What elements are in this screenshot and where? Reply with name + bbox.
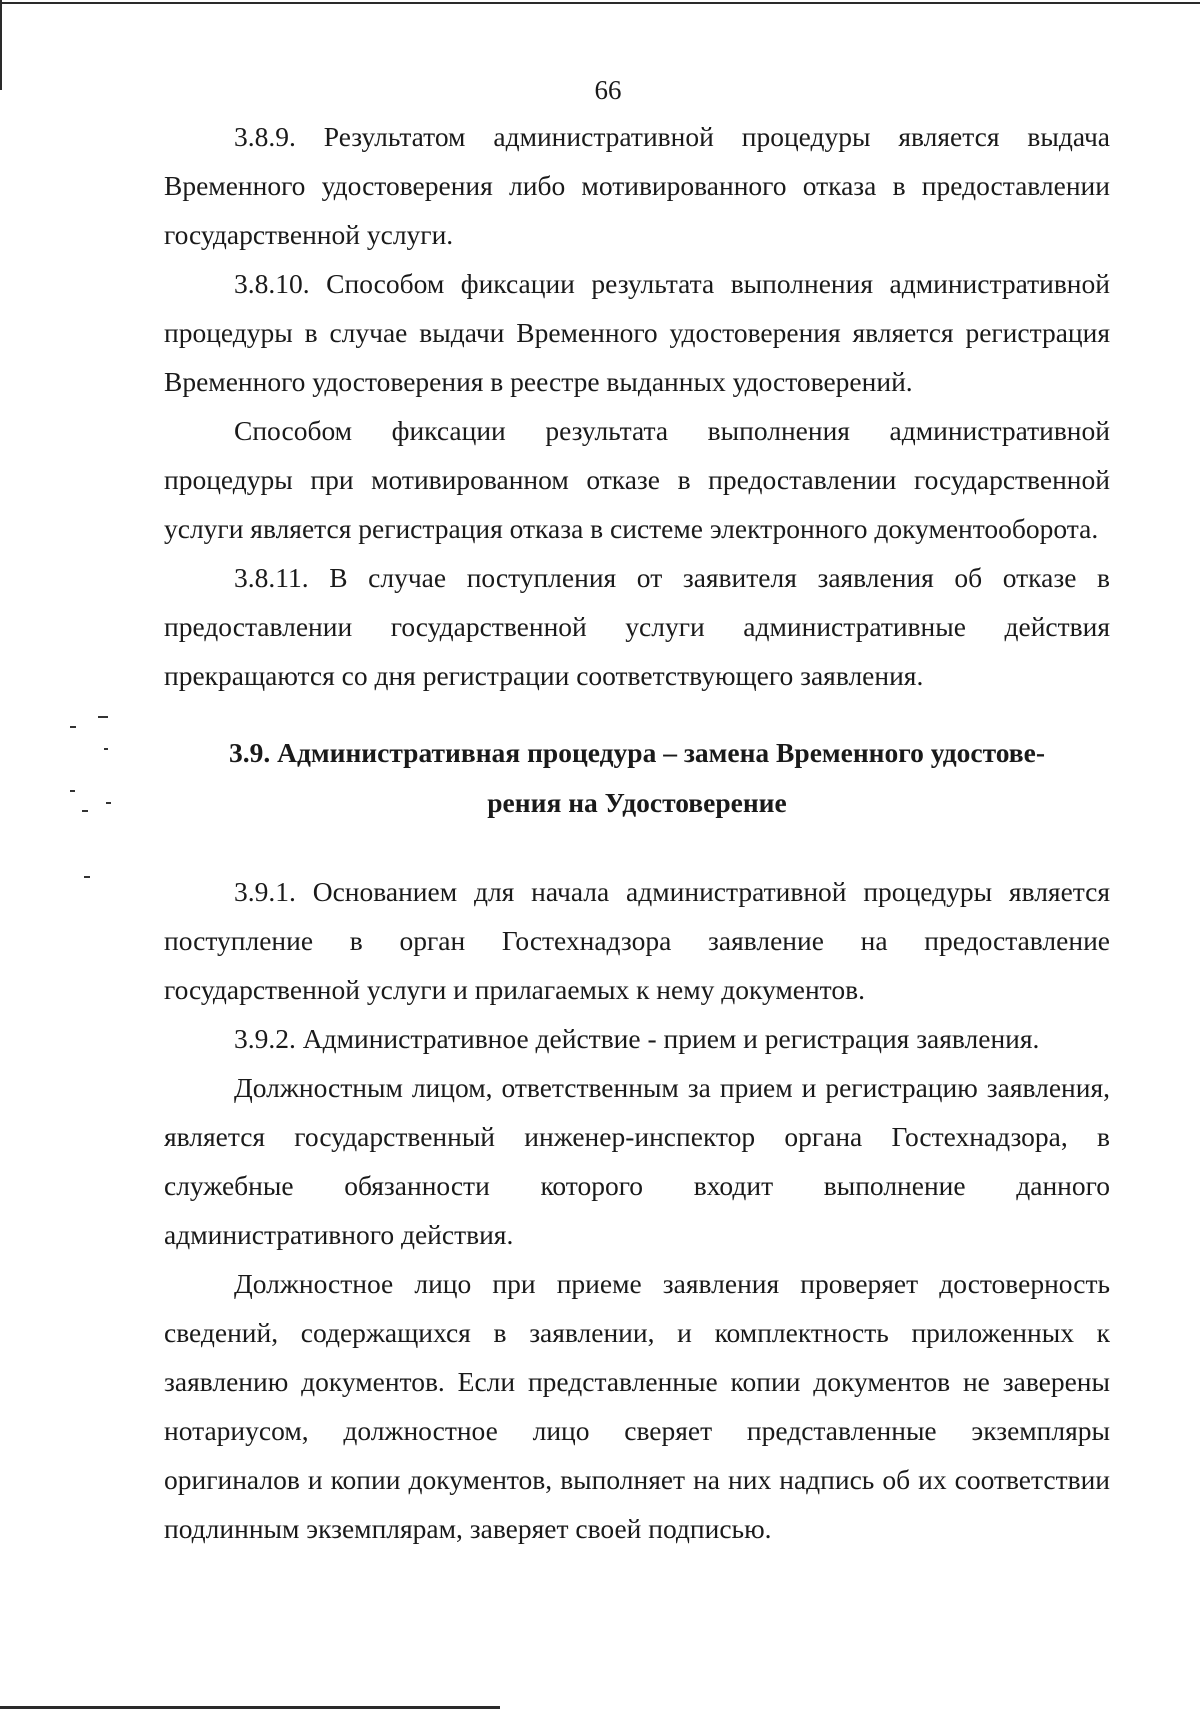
scan-speck — [70, 726, 76, 728]
page-number: 66 — [594, 75, 622, 105]
scan-border-top — [0, 2, 1200, 4]
paragraph-responsible-official: Должностным лицом, ответственным за прием и регистрацию заявления, является государственный инженер-инспектор органа Гостехнадзора, в служебные обязанности которого входит выполнение данного административного действия. — [164, 1072, 1110, 1250]
scan-border-bottom — [0, 1706, 500, 1709]
scan-speck — [104, 748, 108, 750]
paragraph-3-8-9: 3.8.9. Результатом административной процедуры является выдача Временного удостоверения либо мотивированного отказа в предоставлении государственной услуги. — [164, 121, 1110, 250]
scan-speck — [82, 810, 88, 812]
section-heading — [164, 728, 1110, 828]
scan-speck — [98, 716, 108, 718]
paragraph-3-8-10: 3.8.10. Способом фиксации результата выполнения административной процедуры в случае выдачи Временного удостоверения является регистрация Временного удостоверения в реестре выданных удостоверений. — [164, 268, 1110, 397]
paragraph-3-9-2: 3.9.2. Административное действие - прием и регистрация заявления. — [234, 1023, 1040, 1054]
body-text-bottom — [164, 867, 1110, 1553]
scan-speck — [84, 876, 90, 878]
body-text-top — [164, 112, 1110, 700]
scan-speck — [106, 802, 111, 804]
paragraph-official-checks: Должностное лицо при приеме заявления проверяет достоверность сведений, содержащихся в заявлении, и комплектность приложенных к заявлению документов. Если представленные копии документов не заверены нотариусом, должностное лицо сверяет представленные экземпляры оригиналов и копии документов, выполняет на них надпись об их соответствии подлинным экземплярам, заверяет своей подписью. — [164, 1268, 1110, 1544]
section-heading-line-2: рения на Удостоверение — [487, 787, 787, 818]
scan-speck — [70, 790, 75, 792]
paragraph-3-8-11: 3.8.11. В случае поступления от заявителя заявления об отказе в предоставлении государственной услуги административные действия прекращаются со дня регистрации соответствующего заявления. — [164, 562, 1110, 691]
section-heading-line-1: 3.9. Административная процедура – замена Временного удостове- — [228, 737, 1046, 768]
paragraph-3-9-1: 3.9.1. Основанием для начала административной процедуры является поступление в орган Гостехнадзора заявление на предоставление государственной услуги и прилагаемых к нему документов. — [164, 876, 1110, 1005]
paragraph-fixation-refusal: Способом фиксации результата выполнения административной процедуры при мотивированном отказе в предоставлении государственной услуги является регистрация отказа в системе электронного документооборота. — [164, 415, 1110, 544]
